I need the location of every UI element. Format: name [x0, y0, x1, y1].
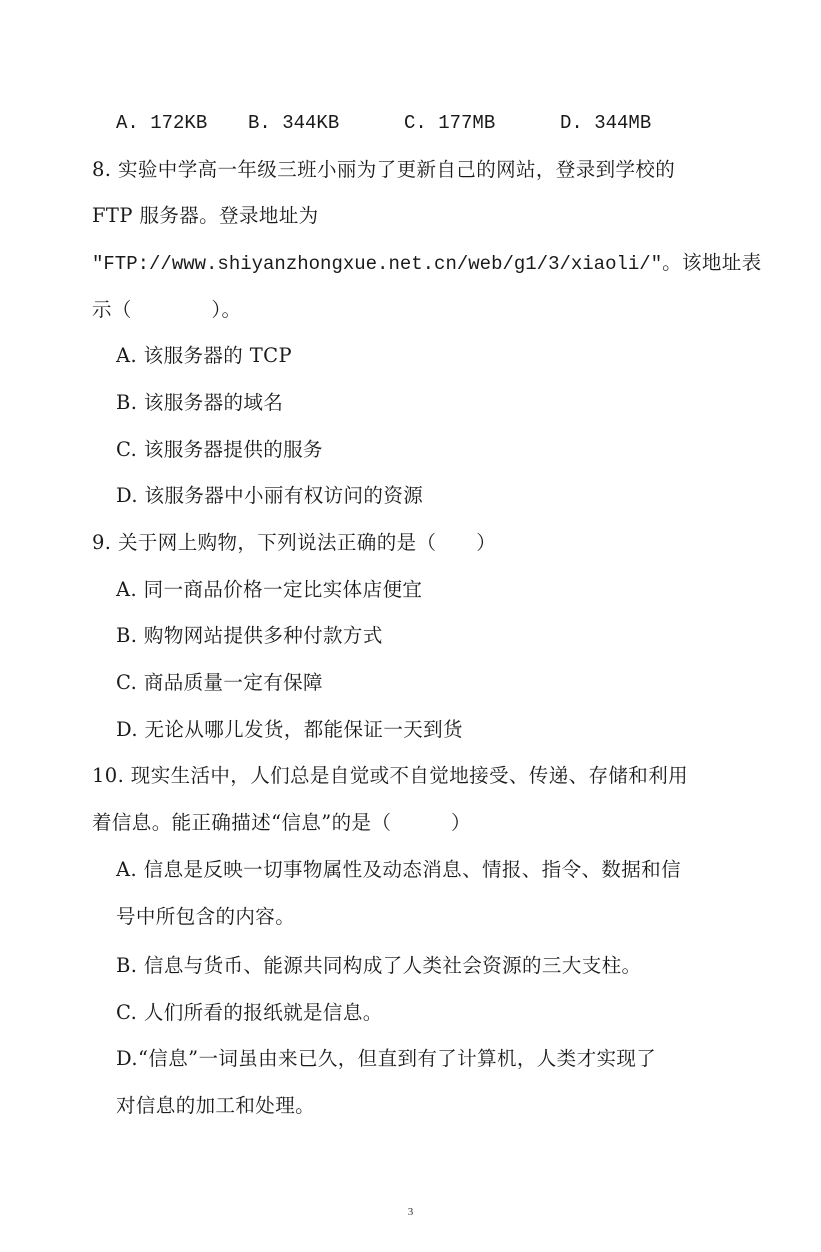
- q10-option-d-line-2: 对信息的加工和处理。: [116, 1094, 316, 1117]
- q8-option-a: A. 该服务器的 TCP: [116, 344, 293, 367]
- q8-option-b: B. 该服务器的域名: [116, 391, 284, 414]
- q10-stem-line-1: 10. 现实生活中，人们总是自觉或不自觉地接受、传递、存储和利用: [92, 764, 689, 787]
- q10-option-a-line-2: 号中所包含的内容。: [116, 905, 296, 928]
- q8-url-suffix: 。该地址表: [662, 251, 762, 274]
- q9-option-a: A. 同一商品价格一定比实体店便宜: [116, 578, 423, 601]
- q10-option-b: B. 信息与货币、能源共同构成了人类社会资源的三大支柱。: [116, 954, 642, 977]
- q9-option-d: D. 无论从哪儿发货，都能保证一天到货: [116, 718, 463, 741]
- q8-option-c: C. 该服务器提供的服务: [116, 438, 323, 461]
- q7-option-d: D. 344MB: [560, 112, 652, 134]
- page-number: 3: [407, 1206, 414, 1218]
- q8-option-d: D. 该服务器中小丽有权访问的资源: [116, 484, 424, 507]
- q8-stem-line-4: 示（ ）。: [92, 298, 242, 321]
- q8-ftp-url: "FTP://www.shiyanzhongxue.net.cn/web/g1/3/xiaoli/": [92, 253, 663, 275]
- q10-option-a-line-1: A. 信息是反映一切事物属性及动态消息、情报、指令、数据和信: [116, 858, 681, 881]
- q7-option-c: C. 177MB: [404, 112, 496, 134]
- q9-option-c: C. 商品质量一定有保障: [116, 671, 323, 694]
- q10-option-d-line-1: D.“信息”一词虽由来已久，但直到有了计算机，人类才实现了: [116, 1047, 657, 1070]
- q9-stem: 9. 关于网上购物，下列说法正确的是（ ）: [92, 531, 497, 554]
- q8-stem-line-3: [92, 250, 762, 277]
- q8-stem-line-1: 8. 实验中学高一年级三班小丽为了更新自己的网站，登录到学校的: [92, 158, 676, 181]
- q9-option-b: B. 购物网站提供多种付款方式: [116, 624, 383, 647]
- q10-stem-line-2: 着信息。能正确描述“信息”的是（ ）: [92, 811, 471, 834]
- q7-option-a: A. 172KB: [116, 112, 208, 134]
- q7-option-b: B. 344KB: [248, 112, 340, 134]
- q10-option-c: C. 人们所看的报纸就是信息。: [116, 1001, 383, 1024]
- q8-stem-line-2: FTP 服务器。登录地址为: [92, 204, 319, 227]
